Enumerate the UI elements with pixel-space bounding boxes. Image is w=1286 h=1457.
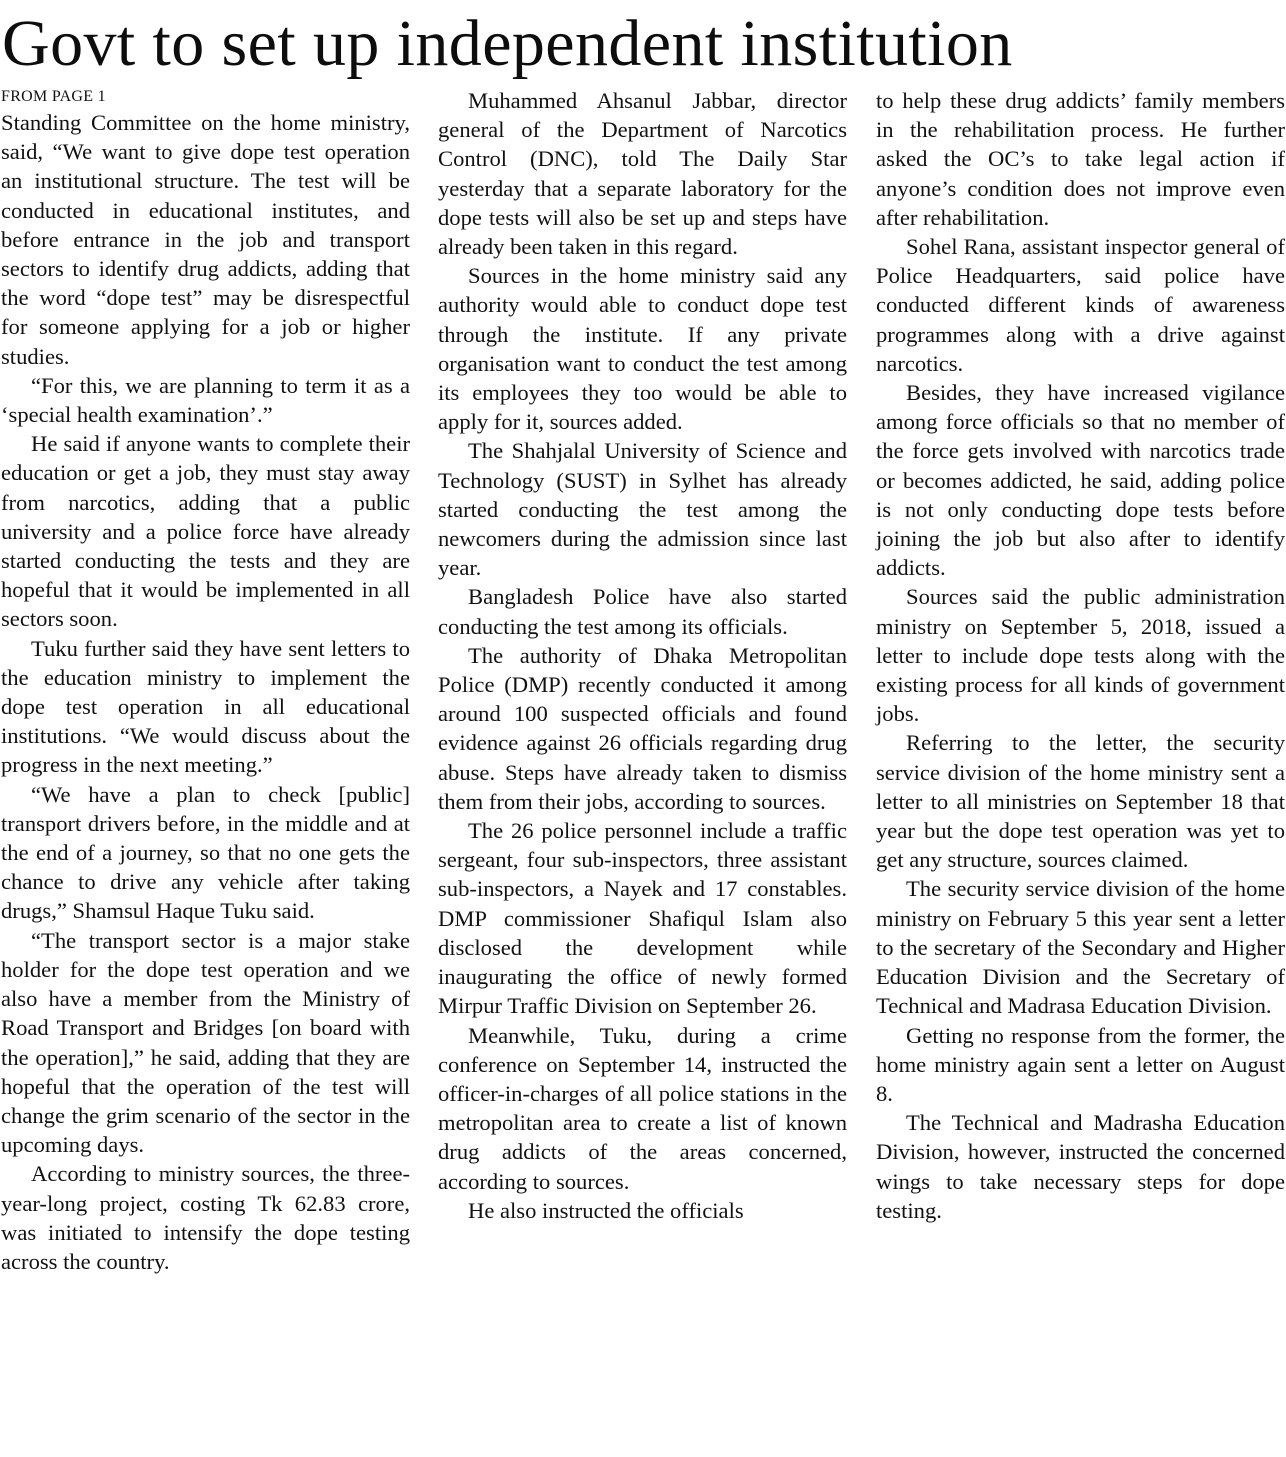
paragraph: “We have a plan to check [public] transport drivers before, in the middle and at the end of a journey, so that no one gets the chance to drive any vehicle after taking drugs,” Shamsul Haque Tuku said. <box>1 781 410 924</box>
article-column-2 <box>438 86 847 1225</box>
paragraph: The 26 police personnel include a traffic sergeant, four sub-inspectors, three assistant sub-inspectors, a Nayek and 17 constables. DMP commissioner Shafiqul Islam also disclosed the development while inaugurating the office of newly formed Mirpur Traffic Division on September 26. <box>438 818 847 1019</box>
paragraph: Referring to the letter, the security service division of the home ministry sent a letter to all ministries on September 18 that year but the dope test operation was yet to get any structure, sources claimed. <box>876 730 1285 873</box>
paragraph: Tuku further said they have sent letters to the education ministry to implement the dope test operation in all educational institutions. “We would discuss about the progress in the next meeting.” <box>1 635 410 778</box>
paragraph: He said if anyone wants to complete their education or get a job, they must stay away from narcotics, adding that a public university and a police force have already started conducting the tests and they are hopeful that it would be implemented in all sectors soon. <box>1 431 410 632</box>
article-column-1 <box>1 86 410 1276</box>
paragraph: Bangladesh Police have also started conducting the test among its officials. <box>438 584 847 639</box>
paragraph: Meanwhile, Tuku, during a crime conference on September 14, instructed the officer-in-charges of all police stations in the metropolitan area to create a list of known drug addicts of the areas concerned, according to sources. <box>438 1022 847 1194</box>
paragraph: According to ministry sources, the three-year-long project, costing Tk 62.83 crore, was initiated to intensify the dope testing across the country. <box>1 1161 410 1274</box>
paragraph: Standing Committee on the home ministry, said, “We want to give dope test operation an institutional structure. The test will be conducted in educational institutes, and before entrance in the job and transport sectors to identify drug addicts, adding that the word “dope test” may be disrespectful for someone applying for a job or higher studies. <box>1 110 410 369</box>
paragraph: The security service division of the home ministry on February 5 this year sent a letter to the secretary of the Secondary and Higher Education Division and the Secretary of Technical and Madrasa Education Division. <box>876 876 1285 1019</box>
paragraph: Sources in the home ministry said any authority would able to conduct dope test through the institute. If any private organisation want to conduct the test among its employees they too would be able to apply for it, sources added. <box>438 263 847 435</box>
article-column-3 <box>876 86 1285 1225</box>
paragraph: He also instructed the officials <box>468 1197 744 1223</box>
paragraph: “For this, we are planning to term it as a ‘special health examination’.” <box>1 372 410 428</box>
kicker-from-page: FROM PAGE 1 <box>1 88 106 105</box>
paragraph: “The transport sector is a major stake holder for the dope test operation and we also have a member from the Ministry of Road Transport and Bridges [on board with the operation],” he said, adding that they are hopeful that the operation of the test will change the grim scenario of the sector in the upcoming days. <box>1 927 410 1158</box>
paragraph: Muhammed Ahsanul Jabbar, director general of the Department of Narcotics Control (DNC), told The Daily Star yesterday that a separate laboratory for the dope tests will also be set up and steps have already been taken in this regard. <box>438 88 847 260</box>
paragraph: The Shahjalal University of Science and Technology (SUST) in Sylhet has already started conducting the test among the newcomers during the admission since last year. <box>438 438 847 581</box>
paragraph: The authority of Dhaka Metropolitan Police (DMP) recently conducted it among around 100 suspected officials and found evidence against 26 officials regarding drug abuse. Steps have already taken to dismiss them from their jobs, according to sources. <box>438 642 847 814</box>
paragraph: Sources said the public administration ministry on September 5, 2018, issued a letter to include dope tests along with the existing process for all kinds of government jobs. <box>876 584 1285 727</box>
paragraph: The Technical and Madrasha Education Division, however, instructed the concerned wings to take necessary steps for dope testing. <box>876 1110 1285 1223</box>
paragraph: Sohel Rana, assistant inspector general of Police Headquarters, said police have conducted different kinds of awareness programmes along with a drive against narcotics. <box>876 234 1285 376</box>
paragraph: Besides, they have increased vigilance among force officials so that no member of the force gets involved with narcotics trade or becomes addicted, he said, adding police is not only conducting dope tests before joining the job but also after to identify addicts. <box>876 380 1285 581</box>
paragraph: Getting no response from the former, the home ministry again sent a letter on August 8. <box>876 1022 1285 1106</box>
headline: Govt to set up independent institution <box>2 7 1013 80</box>
paragraph: to help these drug addicts’ family members in the rehabilitation process. He further asked the OC’s to take legal action if anyone’s condition does not improve even after rehabilitation. <box>876 88 1285 230</box>
